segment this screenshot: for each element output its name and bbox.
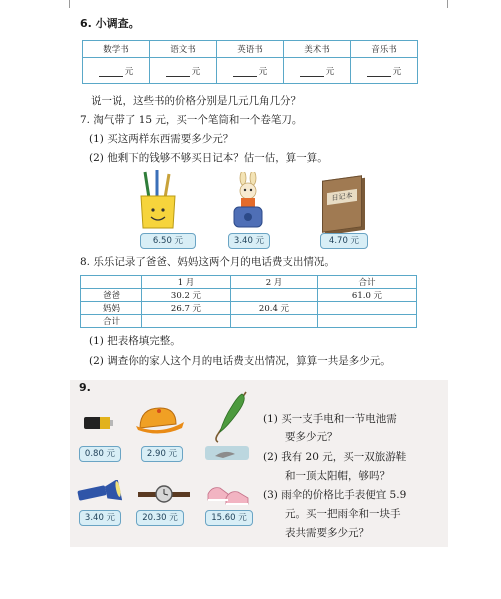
q9-question-3a: (3) 雨伞的价格比手表便宜 5.9 [263, 489, 407, 501]
diary-book-label: 日记本 [327, 189, 357, 205]
q9-question-2a: (2) 我有 20 元，买一双旅游鞋 [263, 451, 407, 463]
q6-header-english: 英语书 [217, 41, 284, 58]
q9-question-1b: 要多少元？ [285, 431, 338, 443]
sneakers-icon [206, 480, 252, 508]
q8-header-total: 合计 [318, 276, 417, 289]
q6-price-cell[interactable]: 元 [217, 58, 284, 84]
bird-icon [205, 447, 249, 461]
q6-header-art: 美术书 [284, 41, 351, 58]
price-tag-pencil-sharpener: 3.40 元 [228, 233, 270, 249]
q8-dad-feb[interactable] [231, 289, 318, 302]
q7-sub2: (2) 他剩下的钱够不够买日记本？估一估，算一算。 [89, 152, 328, 164]
q6-table [82, 40, 418, 84]
q6-price-cell[interactable]: 元 [284, 58, 351, 84]
q9-title: 9. [79, 381, 91, 394]
q6-price-cell[interactable]: 元 [150, 58, 217, 84]
q9-question-3b: 元。买一把雨伞和一块手 [285, 508, 401, 520]
price-tag-sun-hat: 2.90 元 [141, 446, 183, 462]
q8-row-mom-label: 妈妈 [81, 302, 142, 315]
q6-header-music: 音乐书 [351, 41, 418, 58]
price-tag-sneakers: 15.60 元 [205, 510, 253, 526]
q6-price-cell[interactable]: 元 [83, 58, 150, 84]
pencil-sharpener-icon [230, 172, 266, 230]
q8-header-blank [81, 276, 142, 289]
q8-row-dad-label: 爸爸 [81, 289, 142, 302]
price-tag-flashlight: 3.40 元 [79, 510, 121, 526]
flashlight-icon [76, 480, 122, 504]
q8-mom-feb: 20.4 元 [231, 302, 318, 315]
q7-title: 7. 淘气带了 15 元，买一个笔筒和一个卷笔刀。 [80, 114, 303, 126]
q9-question-2b: 和一顶太阳帽，够吗？ [285, 470, 390, 482]
q8-total-feb[interactable] [231, 315, 318, 328]
q8-header-feb: 2 月 [231, 276, 318, 289]
q8-title: 8. 乐乐记录了爸爸、妈妈这两个月的电话费支出情况。 [80, 256, 335, 268]
q6-header-chinese: 语文书 [150, 41, 217, 58]
q8-mom-total[interactable] [318, 302, 417, 315]
umbrella-icon [208, 388, 254, 444]
price-tag-pen-holder: 6.50 元 [140, 233, 196, 249]
page-edge-left [69, 0, 70, 8]
price-tag-diary: 4.70 元 [320, 233, 368, 249]
price-tag-wristwatch: 20.30 元 [136, 510, 184, 526]
q8-row-total-label: 合计 [81, 315, 142, 328]
q8-sub2: (2) 调查你的家人这个月的电话费支出情况，算算一共是多少元。 [89, 355, 391, 367]
q6-price-cell[interactable]: 元 [351, 58, 418, 84]
q6-prompt: 说一说，这些书的价格分别是几元几角几分？ [91, 95, 301, 107]
q8-mom-jan: 26.7 元 [142, 302, 231, 315]
q7-sub1: (1) 买这两样东西需要多少元？ [89, 133, 234, 145]
diary-book-icon [322, 175, 362, 233]
q8-dad-total: 61.0 元 [318, 289, 417, 302]
q6-title: 6. 小调查。 [80, 17, 140, 30]
price-tag-battery: 0.80 元 [79, 446, 121, 462]
pen-holder-icon [137, 168, 179, 230]
battery-icon [84, 416, 114, 430]
q9-question-3c: 表共需要多少元？ [285, 527, 369, 539]
q8-sub1: (1) 把表格填完整。 [89, 335, 181, 347]
q8-total-jan[interactable] [142, 315, 231, 328]
wristwatch-icon [136, 484, 192, 504]
q8-header-jan: 1 月 [142, 276, 231, 289]
page-edge-right [447, 0, 448, 8]
q8-total-total[interactable] [318, 315, 417, 328]
q8-dad-jan: 30.2 元 [142, 289, 231, 302]
q9-question-1a: (1) 买一支手电和一节电池需 [263, 413, 397, 425]
q6-header-math: 数学书 [83, 41, 150, 58]
q8-table [80, 275, 417, 328]
sun-hat-icon [134, 404, 186, 434]
umbrella-price-tag [205, 446, 249, 460]
